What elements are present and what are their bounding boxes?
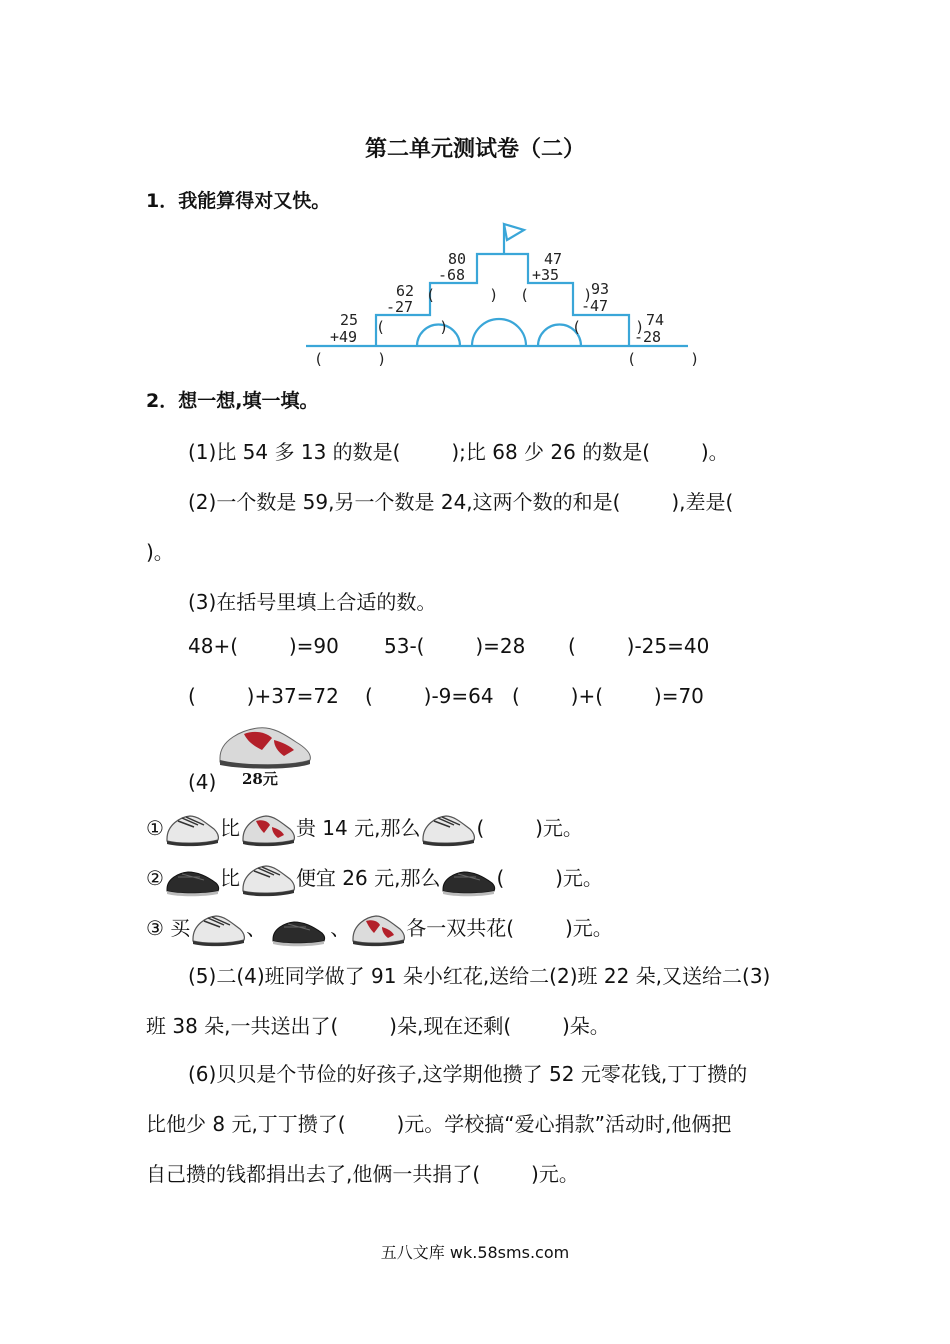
item3-bottom: -68 xyxy=(438,266,466,284)
item2-bottom: -27 xyxy=(386,298,414,316)
q6-text-line2: 比他少 8 元,丁丁攒了( )元。学校搞“爱心捐款”活动时,他俩把 xyxy=(146,1112,732,1136)
q4b-text3: ( )元。 xyxy=(496,866,603,890)
q4-price: 28元 xyxy=(242,770,278,788)
q4b-text1: 比 xyxy=(219,866,240,890)
q2-text-line2: )。 xyxy=(146,540,174,564)
item5-top: 93 xyxy=(591,280,610,298)
page-title: 第二单元测试卷（二） xyxy=(364,136,585,162)
q4c-sep2: 、 xyxy=(330,916,351,940)
q3-eq-5: ( )-9=64 xyxy=(365,684,494,708)
section1-heading: 1．我能算得对又快。 xyxy=(146,190,331,212)
q4-label: (4) xyxy=(188,770,217,794)
q3-eq-1: 48+( )=90 xyxy=(188,634,339,658)
q4a-text2: 贵 14 元,那么 xyxy=(295,816,421,840)
item6-top: 74 xyxy=(646,311,665,329)
q5-text-line1: (5)二(4)班同学做了 91 朵小红花,送给二(2)班 22 朵,又送给二(3) xyxy=(188,964,771,988)
item5-bottom: -47 xyxy=(581,297,609,315)
q4c-row xyxy=(146,912,613,947)
q4b-row xyxy=(146,862,603,897)
arch-center xyxy=(472,319,526,346)
item1-top: 25 xyxy=(340,311,359,329)
flag-icon xyxy=(504,224,524,240)
q3-eq-2: 53-( )=28 xyxy=(384,634,526,658)
item1-blank: ( ) xyxy=(314,350,387,368)
q4c-number: ③ 买 xyxy=(146,916,191,940)
q4a-row xyxy=(146,812,583,847)
q4a-number: ① xyxy=(146,816,164,840)
black-shoe-icon xyxy=(440,863,496,897)
item3-blank: ( ) xyxy=(426,286,499,304)
gray-shoe-icon xyxy=(164,813,220,847)
item4-top: 47 xyxy=(544,250,563,268)
q4b-number: ② xyxy=(146,866,164,890)
gray-shoe-icon xyxy=(190,913,246,947)
q4c-sep1: 、 xyxy=(246,916,267,940)
q3-text: (3)在括号里填上合适的数。 xyxy=(188,590,437,614)
gray-shoe-icon xyxy=(240,863,296,897)
item4-bottom: +35 xyxy=(532,266,560,284)
q4a-text3: ( )元。 xyxy=(476,816,583,840)
gray-shoe-icon xyxy=(420,813,476,847)
q1-text: (1)比 54 多 13 的数是( );比 68 少 26 的数是( )。 xyxy=(188,440,729,464)
q4a-text1: 比 xyxy=(219,816,240,840)
item4-blank: ( ) xyxy=(520,286,593,304)
item2-blank: ( ) xyxy=(376,318,449,336)
black-shoe-icon xyxy=(164,863,220,897)
item2-top: 62 xyxy=(396,282,415,300)
q3-eq-3: ( )-25=40 xyxy=(568,634,710,658)
item6-blank: ( ) xyxy=(627,350,700,368)
black-shoe-icon xyxy=(266,913,330,947)
red-shoe-icon xyxy=(240,813,296,847)
q4c-text3: 各一双共花( )元。 xyxy=(406,916,613,940)
q6-text-line1: (6)贝贝是个节俭的好孩子,这学期他攒了 52 元零花钱,丁丁攒的 xyxy=(188,1062,748,1086)
q6-text-line3: 自己攒的钱都捐出去了,他俩一共捐了( )元。 xyxy=(146,1162,579,1186)
item5-blank: ( ) xyxy=(572,318,645,336)
section2-heading: 2．想一想,填一填。 xyxy=(146,390,319,412)
footer-watermark: 五八文库 wk.58sms.com xyxy=(380,1243,570,1262)
q3-eq-6: ( )+( )=70 xyxy=(512,684,704,708)
red-shoe-icon xyxy=(214,720,316,770)
q4b-text2: 便宜 26 元,那么 xyxy=(295,866,441,890)
item6-bottom: -28 xyxy=(634,328,662,346)
q2-text-line1: (2)一个数是 59,另一个数是 24,这两个数的和是( ),差是( xyxy=(188,490,734,514)
q5-text-line2: 班 38 朵,一共送出了( )朵,现在还剩( )朵。 xyxy=(146,1014,610,1038)
item3-top: 80 xyxy=(448,250,467,268)
item1-bottom: +49 xyxy=(330,328,358,346)
red-shoe-icon xyxy=(350,913,406,947)
castle-diagram xyxy=(300,218,700,370)
q3-eq-4: ( )+37=72 xyxy=(188,684,339,708)
